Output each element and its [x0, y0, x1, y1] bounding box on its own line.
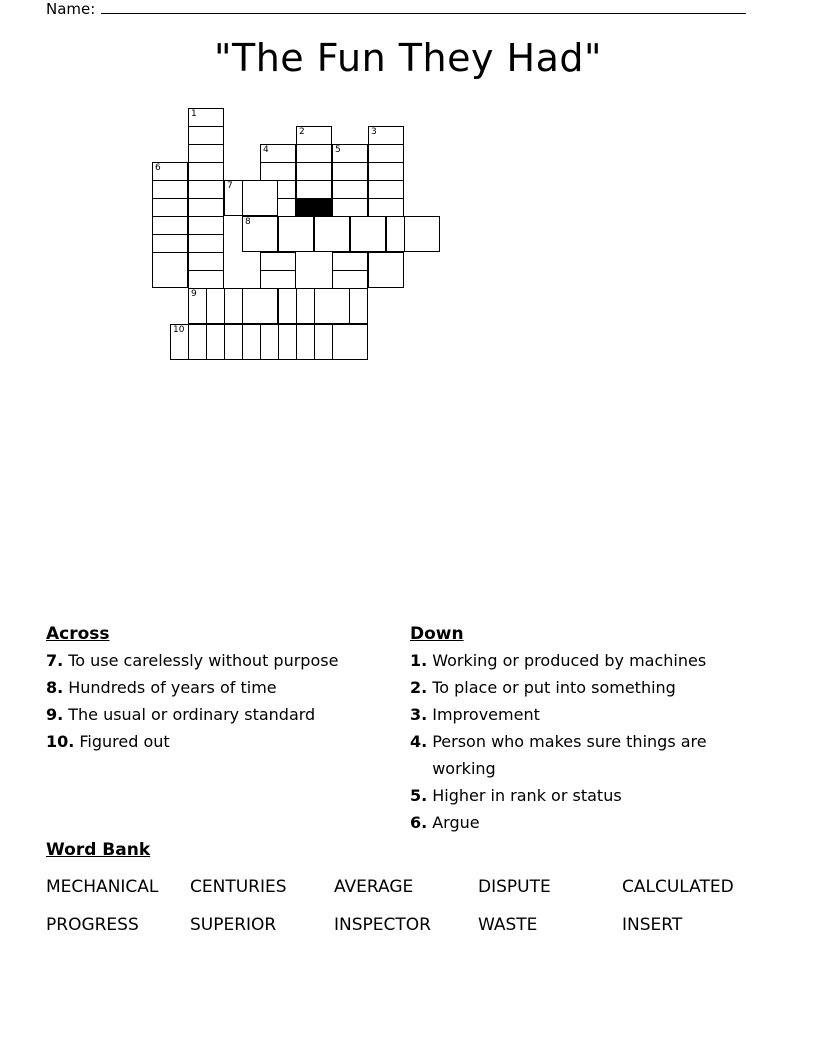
word-bank-word: DISPUTE [478, 877, 551, 897]
clue-text: Argue [432, 813, 480, 832]
word-bank-row [46, 868, 770, 906]
crossword-grid[interactable] [0, 104, 816, 604]
down-heading: Down [410, 624, 464, 644]
down-clue-1 [410, 647, 770, 674]
across-clue-10 [46, 728, 410, 755]
name-write-line[interactable] [101, 1, 746, 14]
word-bank-heading: Word Bank [46, 840, 151, 860]
word-bank-word: PROGRESS [46, 915, 139, 935]
clue-number: 7. [46, 651, 64, 670]
grid-cell-number: 6 [155, 163, 161, 173]
grid-cell-number: 3 [371, 127, 377, 137]
grid-cell[interactable] [152, 252, 188, 288]
grid-cell[interactable] [242, 216, 278, 252]
word-bank-word: CALCULATED [622, 877, 734, 897]
down-clue-6 [410, 809, 770, 836]
clue-number: 8. [46, 678, 64, 697]
grid-cell[interactable] [404, 216, 440, 252]
word-bank [46, 840, 770, 944]
grid-cell-number: 2 [299, 127, 305, 137]
across-clue-9 [46, 701, 410, 728]
grid-cell-number: 9 [191, 289, 197, 299]
grid-cell-number: 4 [263, 145, 269, 155]
across-clue-8 [46, 674, 410, 701]
grid-cell-number: 5 [335, 145, 341, 155]
grid-cell[interactable] [314, 288, 350, 324]
across-column [46, 624, 410, 836]
word-bank-row [46, 906, 770, 944]
clue-number: 4. [410, 732, 428, 751]
page-title: "The Fun They Had" [214, 36, 602, 80]
grid-cell[interactable] [242, 180, 278, 216]
word-bank-word: CENTURIES [190, 877, 287, 897]
word-bank-word: MECHANICAL [46, 877, 159, 897]
grid-cell[interactable] [332, 324, 368, 360]
word-bank-word: AVERAGE [334, 877, 414, 897]
grid-cell[interactable] [314, 216, 350, 252]
down-clue-2 [410, 674, 770, 701]
clue-text: Working or produced by machines [432, 651, 707, 670]
clue-text: Person who makes sure things are working [432, 732, 707, 778]
grid-cell[interactable] [368, 252, 404, 288]
word-bank-word: INSERT [622, 915, 683, 935]
clue-text: Figured out [79, 732, 170, 751]
word-bank-word: SUPERIOR [190, 915, 277, 935]
clue-text: Improvement [432, 705, 540, 724]
clue-number: 1. [410, 651, 428, 670]
word-bank-word: INSPECTOR [334, 915, 431, 935]
grid-cell-number: 10 [173, 325, 185, 335]
clue-number: 2. [410, 678, 428, 697]
down-clue-4 [410, 728, 770, 782]
across-clue-7 [46, 647, 410, 674]
grid-cell-number: 7 [227, 181, 233, 191]
down-clue-5 [410, 782, 770, 809]
clue-number: 5. [410, 786, 428, 805]
name-label: Name: [46, 0, 96, 18]
clues-section [46, 624, 770, 836]
clue-number: 3. [410, 705, 428, 724]
word-bank-word: WASTE [478, 915, 538, 935]
grid-cell[interactable] [242, 288, 278, 324]
grid-cell-number: 1 [191, 109, 197, 119]
grid-cell-number: 8 [245, 217, 251, 227]
clue-number: 9. [46, 705, 64, 724]
clue-text: Hundreds of years of time [68, 678, 277, 697]
clue-text: The usual or ordinary standard [68, 705, 316, 724]
clue-number: 6. [410, 813, 428, 832]
clue-text: To place or put into something [432, 678, 676, 697]
clue-text: Higher in rank or status [432, 786, 622, 805]
name-row [46, 0, 746, 18]
grid-cell[interactable] [278, 216, 314, 252]
across-heading: Across [46, 624, 110, 644]
clue-text: To use carelessly without purpose [68, 651, 339, 670]
down-column [410, 624, 770, 836]
clue-number: 10. [46, 732, 75, 751]
grid-cell[interactable] [350, 216, 386, 252]
down-clue-3 [410, 701, 770, 728]
